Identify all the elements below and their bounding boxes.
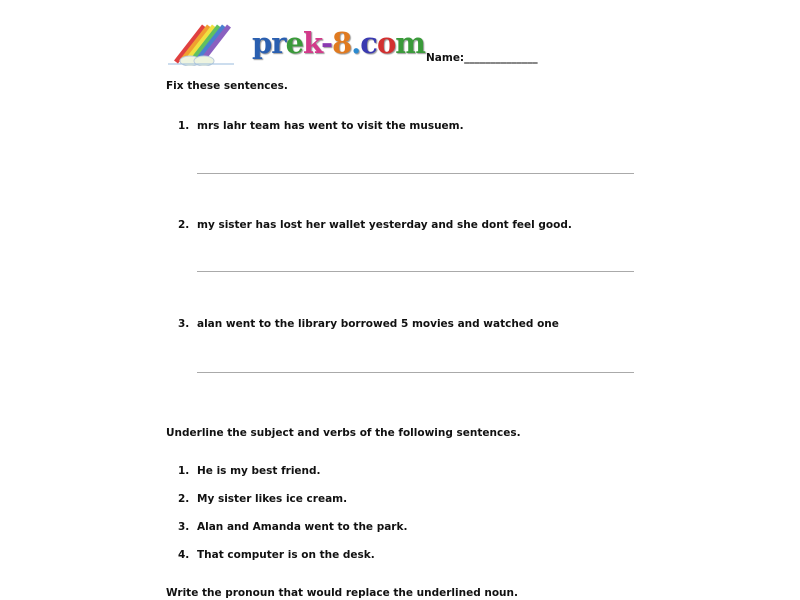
section-heading-underline: Underline the subject and verbs of the following sentences. [166, 427, 521, 439]
answer-line [197, 173, 634, 174]
item-number: 3. [178, 521, 190, 533]
logo-letter: m [395, 26, 425, 60]
logo-letter: 8 [331, 26, 352, 60]
answer-line [197, 271, 634, 272]
logo-letter: k [303, 26, 321, 60]
name-label: Name: [426, 52, 465, 64]
logo-letter: e [285, 26, 304, 60]
item-number: 2. [178, 219, 190, 231]
logo-letter: r [271, 26, 286, 60]
sentence-text: He is my best friend. [197, 465, 321, 477]
name-blank: ______________ [464, 52, 538, 64]
logo-letter: p [252, 26, 272, 60]
logo-letter: o [376, 26, 396, 60]
sentence-text: alan went to the library borrowed 5 movies and watched one [197, 318, 559, 330]
logo-letter: . [351, 26, 361, 60]
item-number: 2. [178, 493, 190, 505]
sentence-text: That computer is on the desk. [197, 549, 375, 561]
sentence-text: mrs lahr team has went to visit the musuem. [197, 120, 464, 132]
rainbow-logo-icon [166, 22, 236, 66]
name-field [426, 52, 538, 64]
logo-letter: c [360, 26, 377, 60]
item-number: 4. [178, 549, 190, 561]
sentence-text: My sister likes ice cream. [197, 493, 348, 505]
item-number: 3. [178, 318, 190, 330]
sentence-text: Alan and Amanda went to the park. [197, 521, 408, 533]
item-number: 1. [178, 465, 190, 477]
logo-letter: - [320, 26, 332, 60]
section-heading-pronoun: Write the pronoun that would replace the underlined noun. [166, 587, 518, 599]
section-heading-fix: Fix these sentences. [166, 80, 288, 92]
item-number: 1. [178, 120, 190, 132]
answer-line [197, 372, 634, 373]
sentence-text: my sister has lost her wallet yesterday and she dont feel good. [197, 219, 572, 231]
site-logo-text [252, 26, 425, 60]
